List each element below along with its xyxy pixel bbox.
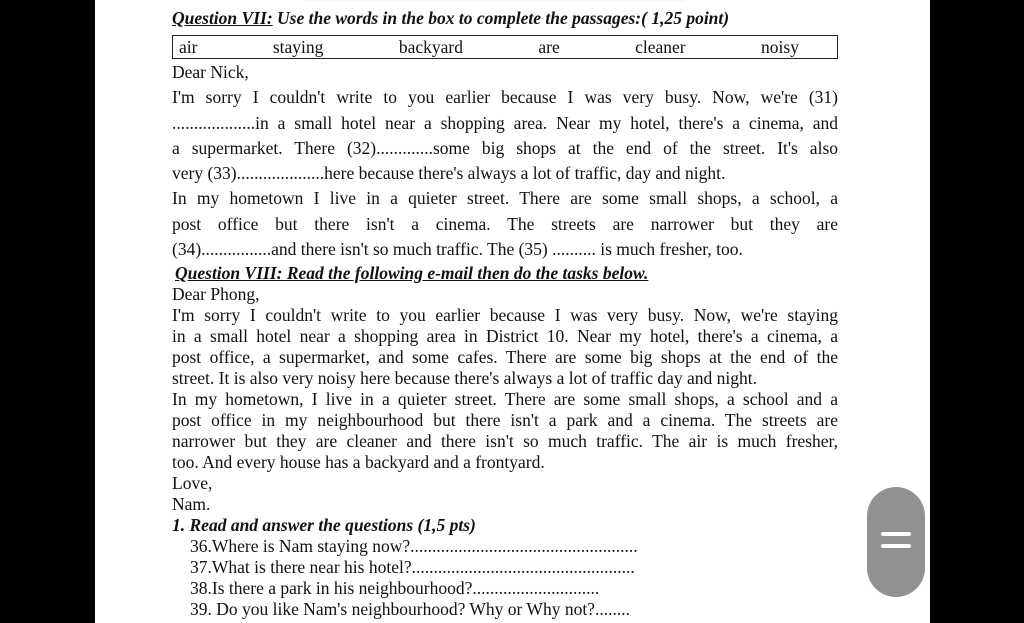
tasks-heading: 1. Read and answer the questions (1,5 pts) bbox=[172, 515, 476, 536]
email-line: street. It is also very noisy here because there's always a lot of traffic day and night. bbox=[172, 368, 757, 389]
word-box-item: air bbox=[179, 36, 198, 57]
email-line: I'm sorry I couldn't write to you earlier because I was very busy. Now, we're staying bbox=[172, 305, 838, 326]
word-box-item: backyard bbox=[398, 36, 463, 57]
email-line: Love, bbox=[172, 473, 213, 494]
document-page bbox=[95, 0, 930, 623]
question-7-heading bbox=[172, 6, 838, 30]
grip-line-icon bbox=[881, 544, 911, 548]
scroll-handle[interactable] bbox=[867, 487, 925, 597]
email-line: too. And every house has a backyard and a frontyard. bbox=[172, 452, 545, 473]
email-line: narrower but they are cleaner and there isn't so much traffic. The air is much fresher, bbox=[172, 431, 838, 452]
passage-line: a supermarket. There (32).............some big shops at the end of the street. It's also bbox=[172, 137, 838, 158]
word-box-item: are bbox=[538, 36, 560, 57]
question-7-number: Question VII: bbox=[172, 8, 273, 28]
passage-line: In my hometown I live in a quieter street. There are some small shops, a school, a bbox=[172, 188, 838, 209]
question-item: 39. Do you like Nam's neighbourhood? Why or Why not?........ bbox=[190, 599, 630, 620]
passage-line: very (33)....................here because there's always a lot of traffic, day and night. bbox=[172, 163, 726, 184]
passage-line: I'm sorry I couldn't write to you earlier because I was very busy. Now, we're (31) bbox=[172, 87, 838, 108]
question-item: 36.Where is Nam staying now?.................................................... bbox=[190, 536, 638, 557]
question-7-instruction: Use the words in the box to complete the passages:( 1,25 point) bbox=[272, 8, 730, 28]
question-8-instruction: Read the following e-mail then do the tasks below. bbox=[282, 263, 649, 284]
word-box bbox=[172, 35, 838, 59]
document-content bbox=[172, 0, 838, 620]
email-line: Nam. bbox=[172, 494, 211, 515]
email-line: Dear Phong, bbox=[172, 284, 260, 305]
question-8-section bbox=[172, 263, 838, 620]
question-item: 37.What is there near his hotel?................................................... bbox=[190, 557, 635, 578]
word-box-item: noisy bbox=[761, 36, 799, 57]
question-8-number: Question VIII: bbox=[175, 263, 283, 284]
passage-line: Dear Nick, bbox=[172, 62, 249, 82]
word-box-item: cleaner bbox=[635, 36, 686, 57]
grip-line-icon bbox=[881, 532, 911, 536]
passage-line: post office but there isn't a cinema. The streets are narrower but they are bbox=[172, 213, 838, 234]
email-body bbox=[172, 284, 838, 515]
word-box-item: staying bbox=[272, 36, 324, 57]
question-item: 38.Is there a park in his neighbourhood?............................. bbox=[190, 578, 600, 599]
email-line: post office in my neighbourhood but there isn't a park and a cinema. The streets are bbox=[172, 410, 838, 431]
email-line: post office, a supermarket, and some cafes. There are some big shops at the end of the bbox=[172, 347, 838, 368]
email-line: In my hometown, I live in a quieter street. There are some small shops, a school and a bbox=[172, 389, 838, 410]
email-line: in a small hotel near a shopping area in District 10. Near my hotel, there's a cinema, a bbox=[172, 326, 838, 347]
passage-line: (34)................and there isn't so much traffic. The (35) .......... is much fresher, too. bbox=[172, 239, 743, 260]
question-8-heading bbox=[175, 263, 838, 284]
passage-line: ...................in a small hotel near a shopping area. Near my hotel, there's a cinema, and bbox=[172, 112, 838, 133]
passage-1 bbox=[172, 60, 838, 262]
